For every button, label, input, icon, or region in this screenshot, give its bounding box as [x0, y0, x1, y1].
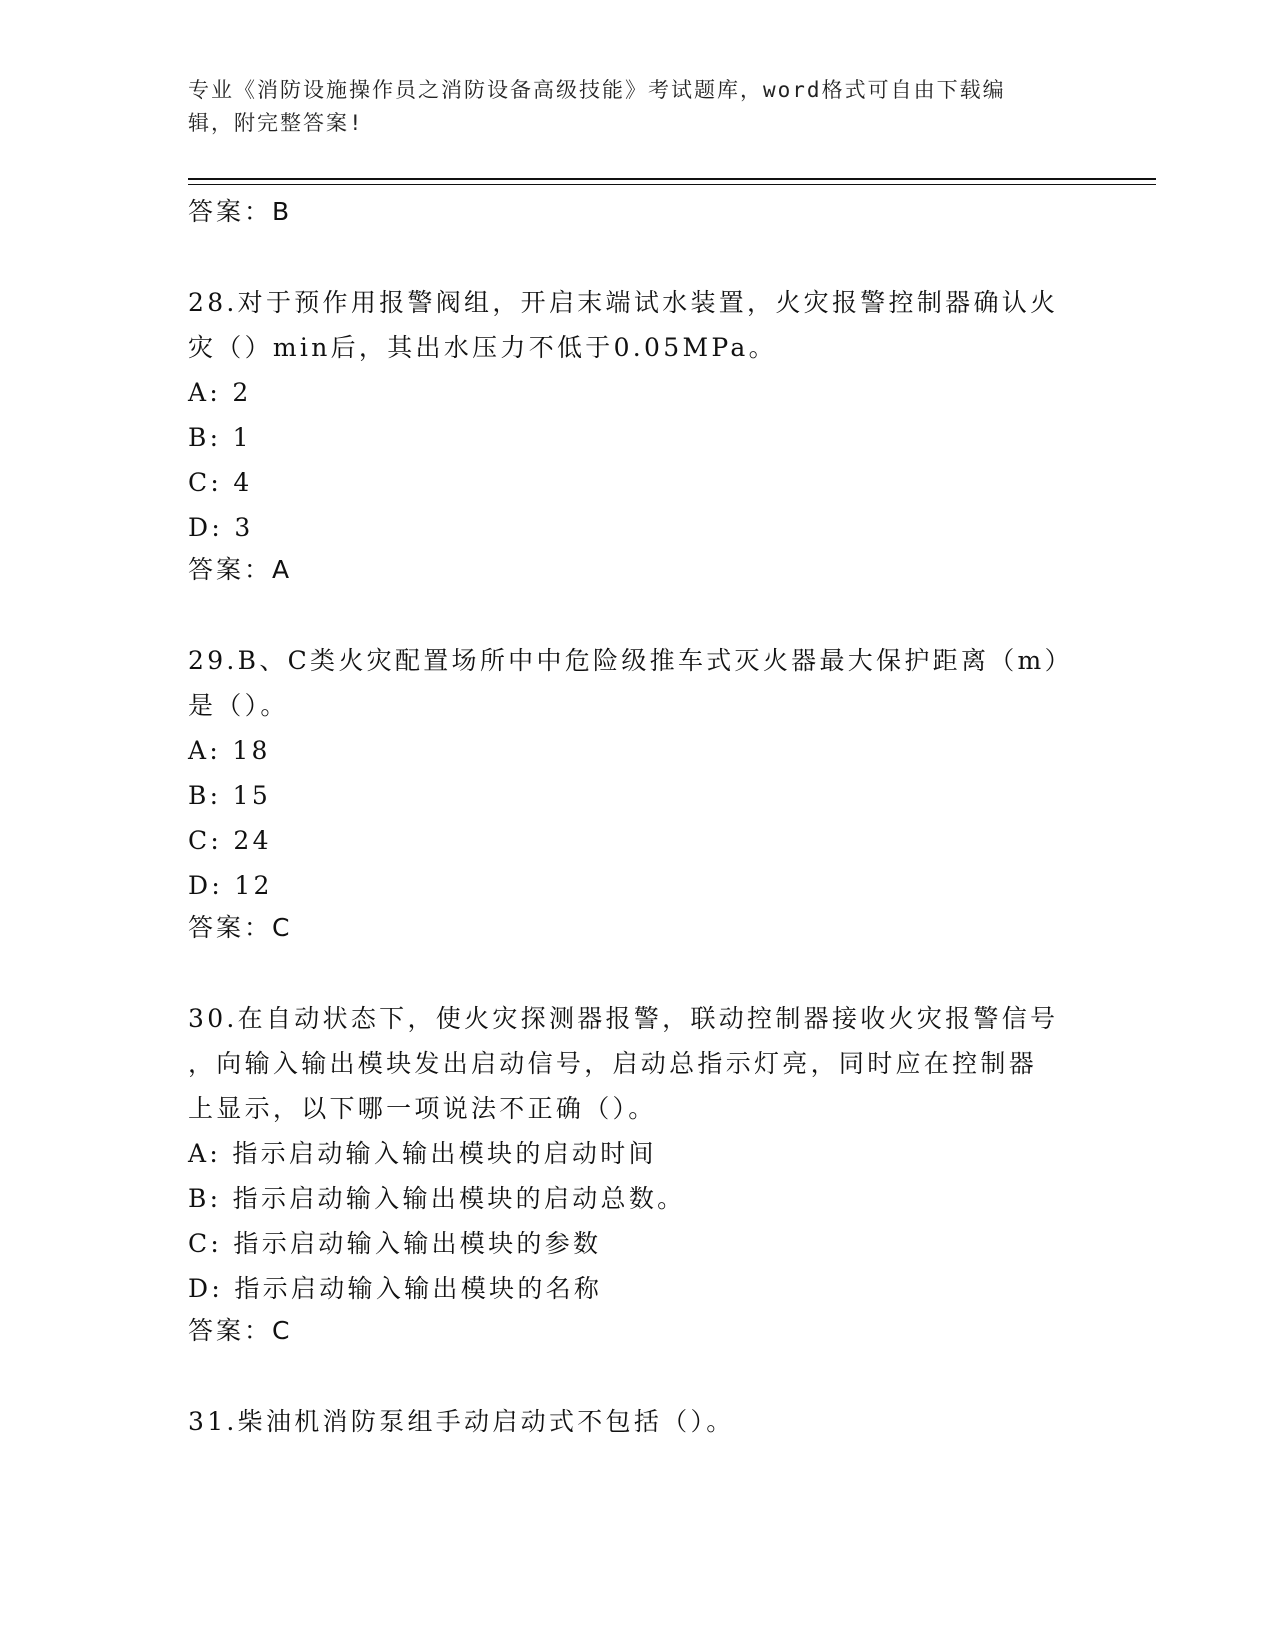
question-28	[188, 280, 1088, 590]
question-stem-line: 30.在自动状态下，使火灾探测器报警，联动控制器接收火灾报警信号	[188, 1004, 1059, 1033]
question-stem-line: 31.柴油机消防泵组手动启动式不包括（）。	[188, 1407, 735, 1436]
header-line-2: 辑，附完整答案!	[188, 111, 364, 135]
question-stem-line: 上显示，以下哪一项说法不正确（）。	[188, 1094, 657, 1123]
header-line-1: 专业《消防设施操作员之消防设备高级技能》考试题库，word格式可自由下载编	[188, 78, 1006, 102]
previous-answer: 答案：B	[188, 197, 293, 226]
option-b: B: 指示启动输入输出模块的启动总数。	[188, 1184, 686, 1213]
option-d: D: 3	[188, 513, 254, 542]
question-list	[188, 192, 1088, 1444]
answer: 答案：C	[188, 1316, 293, 1345]
option-c: C: 24	[188, 826, 272, 855]
option-a: A: 2	[188, 378, 252, 407]
question-stem-line: 灾（）min后，其出水压力不低于0.05MPa。	[188, 333, 777, 362]
answer: 答案：A	[188, 555, 293, 584]
question-stem-line: ，向输入输出模块发出启动信号，启动总指示灯亮，同时应在控制器	[188, 1049, 1038, 1078]
header-rule-thick	[188, 178, 1156, 180]
option-d: D: 12	[188, 871, 273, 900]
option-a: A: 指示启动输入输出模块的启动时间	[188, 1139, 657, 1168]
question-29	[188, 638, 1088, 948]
question-stem-line: 28.对于预作用报警阀组，开启末端试水装置，火灾报警控制器确认火	[188, 288, 1059, 317]
question-stem-line: 是（）。	[188, 691, 289, 720]
option-c: C: 指示启动输入输出模块的参数	[188, 1229, 602, 1258]
option-b: B: 1	[188, 423, 252, 452]
option-b: B: 15	[188, 781, 272, 810]
answer: 答案：C	[188, 913, 293, 942]
question-30	[188, 996, 1088, 1351]
option-a: A: 18	[188, 736, 271, 765]
option-d: D: 指示启动输入输出模块的名称	[188, 1274, 603, 1303]
page-header	[188, 74, 1088, 140]
header-rule-thin	[188, 184, 1156, 185]
option-c: C: 4	[188, 468, 253, 497]
question-stem-line: 29.B、C类火灾配置场所中中危险级推车式灭火器最大保护距离（m）	[188, 646, 1073, 675]
question-31	[188, 1399, 1088, 1444]
